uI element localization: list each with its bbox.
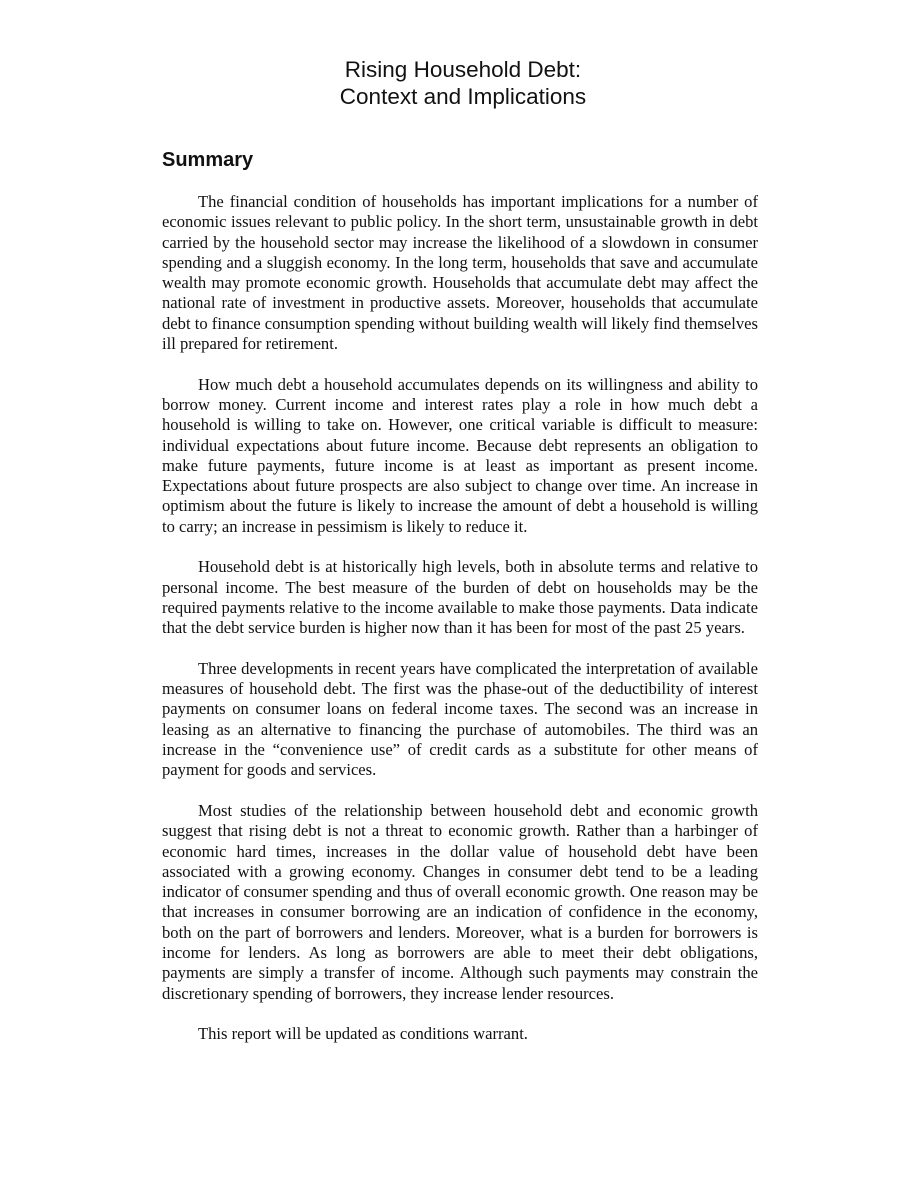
title-line-1: Rising Household Debt: (344, 57, 582, 82)
paragraph-measurement-developments: Three developments in recent years have complicated the interpretation of available measures of household debt. The first was the phase-out of the deductibility of interest payments on consumer loans on federal income taxes. The second was an increase in leasing as an alternative to financing the purchase of automobiles. The third was an increase in the “convenience use” of credit cards as a substitute for other means of payment for goods and services. (162, 658, 758, 780)
summary-body (162, 192, 758, 1065)
document-title (0, 56, 920, 110)
paragraph-financial-condition: The financial condition of households has important implications for a number of economic issues relevant to public policy. In the short term, unsustainable growth in debt carried by the household sector may increase the likelihood of a slowdown in consumer spending and a sluggish economy. In the long term, households that save and accumulate wealth may promote economic growth. Households that accumulate debt may affect the national rate of investment in productive assets. Moreover, households that accumulate debt to finance consumption spending without building wealth will likely find themselves ill prepared for retirement. (162, 192, 758, 354)
title-line-2: Context and Implications (339, 84, 587, 109)
paragraph-historic-levels: Household debt is at historically high levels, both in absolute terms and relative to personal income. The best measure of the burden of debt on households may be the required payments relative to the income available to make those payments. Data indicate that the debt service burden is higher now than it has been for most of the past 25 years. (162, 557, 758, 638)
paragraph-economic-growth: Most studies of the relationship between household debt and economic growth suggest that rising debt is not a threat to economic growth. Rather than a harbinger of economic hard times, increases in the dollar value of household debt have been associated with a growing economy. Changes in consumer debt tend to be a leading indicator of consumer spending and thus of overall economic growth. One reason may be that increases in consumer borrowing are an indication of confidence in the economy, both on the part of borrowers and lenders. Moreover, what is a burden for borrowers is income for lenders. As long as borrowers are able to meet their debt obligations, payments are simply a transfer of income. Although such payments may constrain the discretionary spending of borrowers, they increase lender resources. (162, 800, 758, 1003)
paragraph-update-note: This report will be updated as conditions warrant. (198, 1024, 528, 1044)
paragraph-debt-accumulation: How much debt a household accumulates depends on its willingness and ability to borrow money. Current income and interest rates play a role in how much debt a household is willing to take on. However, one critical variable is difficult to measure: individual expectations about future income. Because debt represents an obligation to make future payments, future income is at least as important as present income. Expectations about future prospects are also subject to change over time. An increase in optimism about the future is likely to increase the amount of debt a household is willing to carry; an increase in pessimism is likely to reduce it. (162, 374, 758, 536)
section-heading-summary: Summary (162, 149, 254, 171)
